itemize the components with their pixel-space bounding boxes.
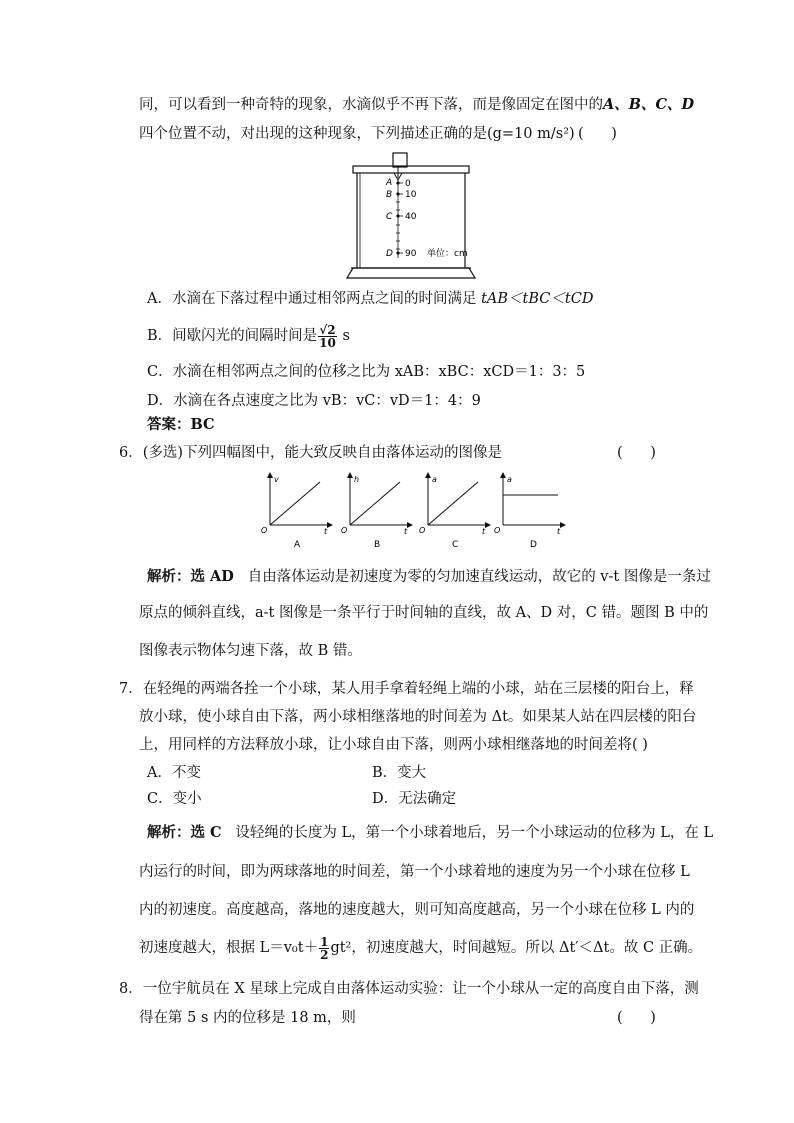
label-d: D <box>386 249 393 259</box>
cylinder-top <box>353 166 469 173</box>
q7-stem-line3: 上，用同样的方法释放小球，让小球自由下落，则两小球相继落地的时间差将( ) <box>139 737 648 753</box>
q7-explanation-line2: 内运行的时间，即为两球落地的时间差，第一个小球着地的速度为另一个小球在位移 L <box>139 864 690 880</box>
q7-option-c: C．变小 <box>147 791 202 807</box>
unit-label: 单位：cm <box>427 249 468 259</box>
q5-answer: 答案：BC <box>147 416 215 433</box>
svg-text:a: a <box>432 475 437 484</box>
q8-stem-line2: 得在第 5 s 内的位移是 18 m，则 <box>139 1010 356 1026</box>
svg-text:t: t <box>324 527 328 536</box>
svg-text:O: O <box>341 526 348 535</box>
q5-option-a: A．水滴在下落过程中通过相邻两点之间的时间满足 tAB＜tBC＜tCD <box>147 291 594 307</box>
graph-c-caption: C <box>452 540 459 550</box>
graph-c <box>419 475 488 550</box>
mark-0: 0 <box>405 179 411 189</box>
q7-option-b: B．变大 <box>372 765 427 781</box>
q8-stem-line1: 8．一位宇航员在 X 星球上完成自由落体运动实验：让一个小球从一定的高度自由下落，测 <box>119 981 699 997</box>
q7-stem-line2: 放小球，使小球自由下落，两小球相继落地的时间差为 Δt。如果某人站在四层楼的阳台 <box>139 709 697 725</box>
graph-a-caption: A <box>294 540 301 550</box>
q6-explanation-line3: 图像表示物体匀速下落，故 B 错。 <box>139 643 362 659</box>
label-b: B <box>386 190 393 200</box>
mark-90: 90 <box>405 249 417 259</box>
q5-stem-line2: 四个位置不动，对出现的这种现象，下列描述正确的是(g=10 m/s²) <box>139 126 575 142</box>
q8-answer-paren: ( ) <box>617 1010 656 1026</box>
svg-text:t: t <box>404 527 408 536</box>
mark-40: 40 <box>405 212 417 222</box>
label-c: C <box>386 212 393 222</box>
q7-option-a: A．不变 <box>147 765 201 781</box>
q6-graphs <box>258 470 568 552</box>
svg-text:O: O <box>494 526 501 535</box>
q5-option-b-fraction: $\frac{√2}{10}$ <box>319 322 336 350</box>
graph-d <box>494 475 563 550</box>
graph-b-caption: B <box>374 540 381 550</box>
q7-explanation-line3: 内的初速度。高度越高，落地的速度越大，则可知高度越高，另一个小球在位移 L 内的 <box>139 902 695 918</box>
q6-explanation-line1: 解析：选 AD 自由落体运动是初速度为零的匀加速直线运动，故它的 v-t 图像是一条过 <box>147 568 711 585</box>
graph-a <box>261 475 330 550</box>
svg-text:v: v <box>274 475 279 484</box>
q7-fraction-half: $\frac{1}{2}$ <box>320 934 329 962</box>
q5-stem-line1: 同，可以看到一种奇特的现象，水滴似乎不再下落，而是像固定在图中的A、B、C、D <box>139 96 695 113</box>
dropper-icon <box>393 153 407 167</box>
q5-answer-paren: ( ) <box>578 126 617 142</box>
svg-text:O: O <box>261 526 268 535</box>
q5-option-b: B．间歇闪光的间隔时间是 $\frac{√2}{10}$ s <box>147 322 350 350</box>
q7-stem-line1: 7．在轻绳的两端各拴一个小球，某人用手拿着轻绳上端的小球，站在三层楼的阳台上，释 <box>119 681 694 697</box>
q6-answer-paren: ( ) <box>617 445 656 461</box>
label-a: A <box>386 178 393 188</box>
svg-text:O: O <box>419 526 426 535</box>
svg-text:t: t <box>482 527 486 536</box>
q7-explanation-line4: 初速度越大，根据 L＝v₀t＋ $\frac{1}{2}$ gt²，初速度越大，时间越短。所以 Δt′＜Δt。故 C 正确。 <box>139 934 703 962</box>
q7-explanation-line1: 解析：选 C 设轻绳的长度为 L，第一个小球着地后，另一个小球运动的位移为 L，在 L <box>147 824 714 841</box>
q5-cylinder-figure <box>345 150 480 285</box>
q5-option-d: D．水滴在各点速度之比为 vB：vC：vD＝1：4：9 <box>147 393 481 409</box>
q5-option-c: C．水滴在相邻两点之间的位移之比为 xAB：xBC：xCD＝1：3：5 <box>147 364 586 380</box>
svg-text:a: a <box>507 475 512 484</box>
q5-option-a-expr: tAB＜tBC＜tCD <box>481 291 594 307</box>
q6-stem: 6．(多选)下列四幅图中，能大致反映自由落体运动的图像是 <box>119 445 503 461</box>
svg-text:h: h <box>354 475 360 484</box>
q6-explanation-line2: 原点的倾斜直线，a-t 图像是一条平行于时间轴的直线，故 A、D 对，C 错。题图 B 中的 <box>139 605 709 621</box>
graph-d-caption: D <box>530 540 537 550</box>
q5-letters: A、B、C、D <box>603 96 695 113</box>
mark-10: 10 <box>405 190 417 200</box>
graph-b <box>341 475 410 550</box>
q7-option-d: D．无法确定 <box>372 791 457 807</box>
svg-text:t: t <box>557 527 561 536</box>
cylinder-base <box>347 268 475 278</box>
